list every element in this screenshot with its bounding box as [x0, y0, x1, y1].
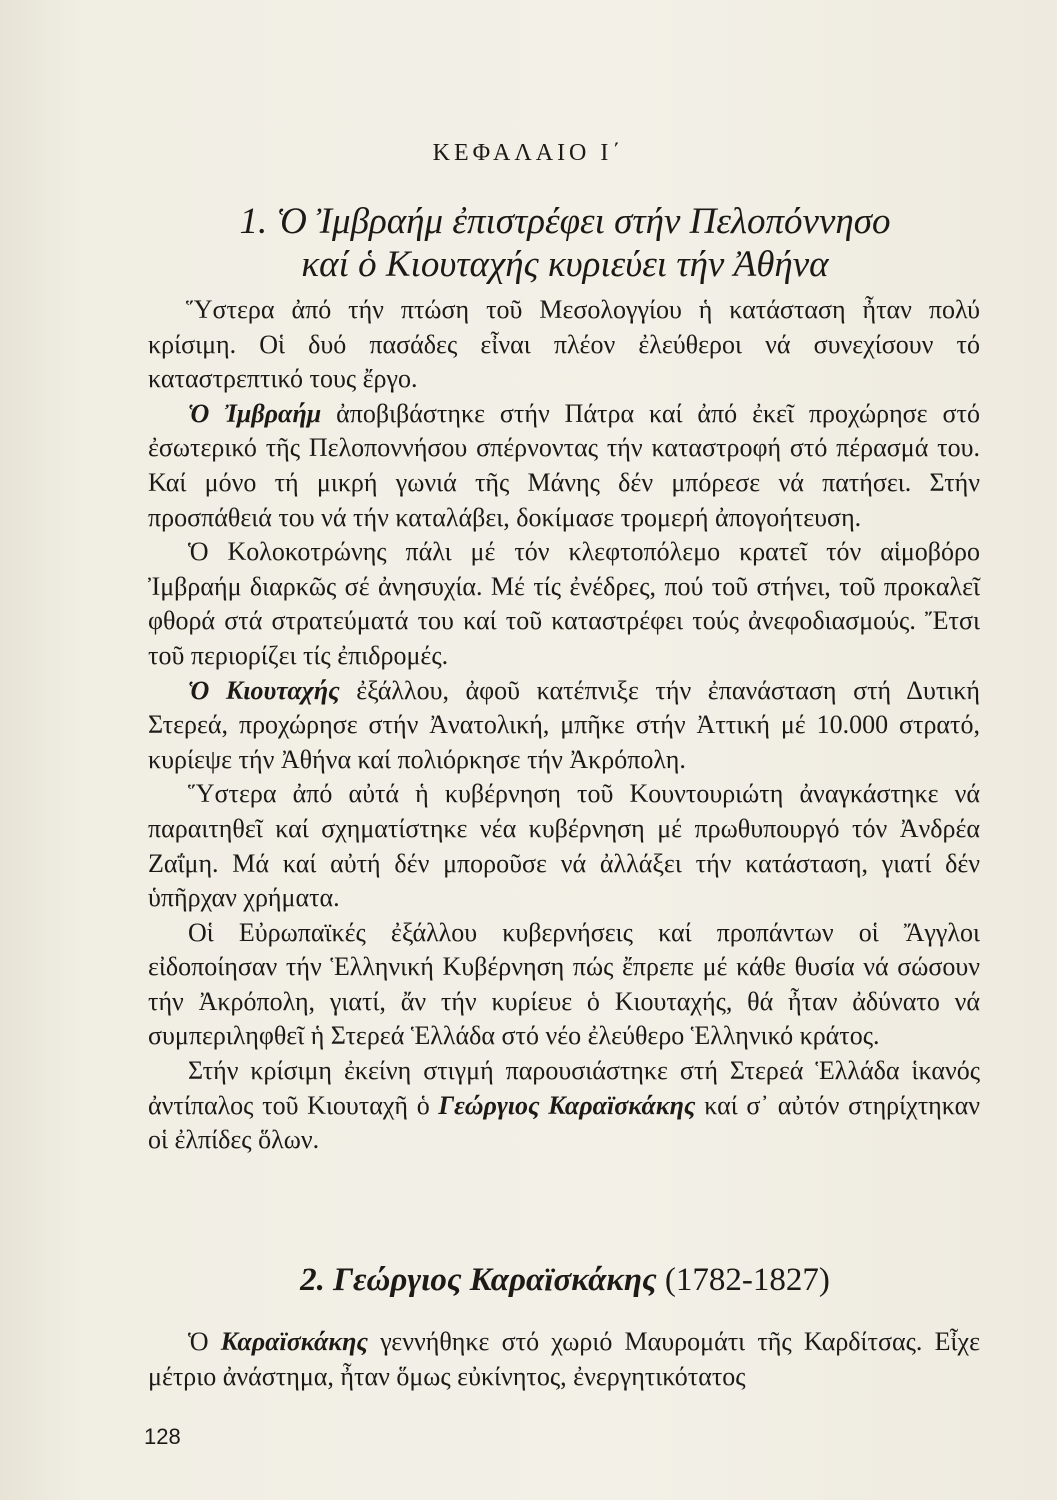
- paragraph-tail: καί σ᾽ αὐτόν στηρίχτηκαν οἱ ἐλπίδες ὅλων.: [148, 1090, 980, 1155]
- body-text: [148, 293, 980, 1158]
- body-text-2: [148, 1325, 980, 1394]
- paragraph: [148, 777, 980, 915]
- paragraph: [148, 397, 980, 535]
- section-heading-line-1: 1. Ὁ Ἰμβραήμ ἐπιστρέφει στήν Πελοπόννησο: [239, 201, 891, 242]
- paragraph-text: Στήν κρίσιμη ἐκείνη στιγμή παρουσιάστηκε στή Στερεά Ἑλλάδα ἱκανός ἀντίπαλος τοῦ Κιουταχῆ ὁ: [148, 1056, 980, 1120]
- paragraph-text: γεννήθηκε στό χωριό Μαυρομάτι τῆς Καρδίτσας. Εἶχε μέτριο ἀνάστημα, ἦταν ὅμως εὐκίνητος, ἐνεργητικότατος: [148, 1327, 980, 1391]
- section-heading-2-title: 2. Γεώργιος Καραϊσκάκης: [300, 1262, 657, 1298]
- paragraph-emphasis: Καραϊσκάκης: [220, 1327, 369, 1356]
- paragraph: [148, 1054, 980, 1158]
- chapter-title: ΚΕΦΑΛΑΙΟ Ι΄: [432, 140, 625, 166]
- paragraph-emphasis: Γεώργιος Καραϊσκάκης: [438, 1090, 696, 1120]
- section-heading-line-2: καί ὁ Κιουταχής κυριεύει τήν Ἀθήνα: [301, 244, 829, 285]
- page-number: 128: [144, 1424, 181, 1449]
- paragraph: [148, 916, 980, 1054]
- paragraph-text: Ὕστερα ἀπό αὐτά ἡ κυβέρνηση τοῦ Κουντουριώτη ἀναγκάστηκε νά παραιτηθεῖ καί σχηματίστηκε νέα κυβέρνηση μέ πρωθυπουργό τόν Ἀνδρέα Ζαΐμη. Μά καί αὐτή δέν μποροῦσε νά ἀλλάξει τήν κατάσταση, γιατί δέν ὑπῆρχαν χρήματα.: [148, 779, 980, 913]
- paragraph-text: Οἱ Εὐρωπαϊκές ἐξάλλου κυβερνήσεις καί προπάντων οἱ Ἄγγλοι εἰδοποίησαν τήν Ἑλληνική Κυβέρνηση πώς ἔπρεπε μέ κάθε θυσία νά σώσουν τήν Ἀκρόπολη, γιατί, ἄν τήν κυρίευε ὁ Κιουταχής, θά ἦταν ἀδύνατο νά συμπεριληφθεῖ ἡ Στερεά Ἑλλάδα στό νέο ἐλεύθερο Ἑλληνικό κράτος.: [148, 917, 980, 1051]
- section-heading-2: [150, 1262, 980, 1299]
- paragraph-text: Ὁ Κολοκοτρώνης πάλι μέ τόν κλεφτοπόλεμο κρατεῖ τόν αἱμοβόρο Ἰμβραήμ διαρκῶς σέ ἀνησυχία. Μέ τίς ἐνέδρες, πού τοῦ στήνει, τοῦ προκαλεῖ φθορά στά στρατεύματά του καί τοῦ καταστρέφει τούς ἀνεφοδιασμούς. Ἔτσι τοῦ περιορίζει τίς ἐπιδρομές.: [148, 537, 980, 670]
- paragraph: [148, 674, 980, 778]
- paragraph-text: ἐξάλλου, ἀφοῦ κατέπνιξε τήν ἐπανάσταση στή Δυτική Στερεά, προχώρησε στήν Ἀνατολική, μπῆκε στήν Ἀττική μέ 10.000 στρατό, κυρίεψε τήν Ἀθήνα καί πολιόρκησε τήν Ἀκρόπολη.: [148, 675, 981, 774]
- paragraph: [148, 535, 980, 673]
- section-heading-2-years: (1782-1827): [656, 1262, 830, 1298]
- paragraph: [148, 1325, 980, 1394]
- paragraph-lead: Ὁ Κιουταχής: [188, 675, 340, 705]
- paragraph-text: Ὕστερα ἀπό τήν πτώση τοῦ Μεσολογγίου ἡ κατάσταση ἦταν πολύ κρίσιμη. Οἱ δυό πασάδες εἶναι πλέον ἐλεύθεροι νά συνεχίσουν τό καταστρεπτικό τους ἔργο.: [148, 295, 980, 394]
- paragraph: [148, 293, 980, 397]
- paragraph-text: ἀποβιβάστηκε στήν Πάτρα καί ἀπό ἐκεῖ προχώρησε στό ἐσωτερικό τῆς Πελοποννήσου σπέρνοντας τήν καταστροφή στό πέρασμά του. Καί μόνο τή μικρή γωνιά τῆς Μάνης δέν μπόρεσε νά πατήσει. Στήν προσπάθειά του νά τήν καταλάβει, δοκίμασε τρομερή ἀπογοήτευση.: [148, 398, 980, 532]
- paragraph-pre: Ὁ: [188, 1327, 221, 1356]
- paragraph-lead: Ὁ Ἰμβραήμ: [188, 398, 322, 428]
